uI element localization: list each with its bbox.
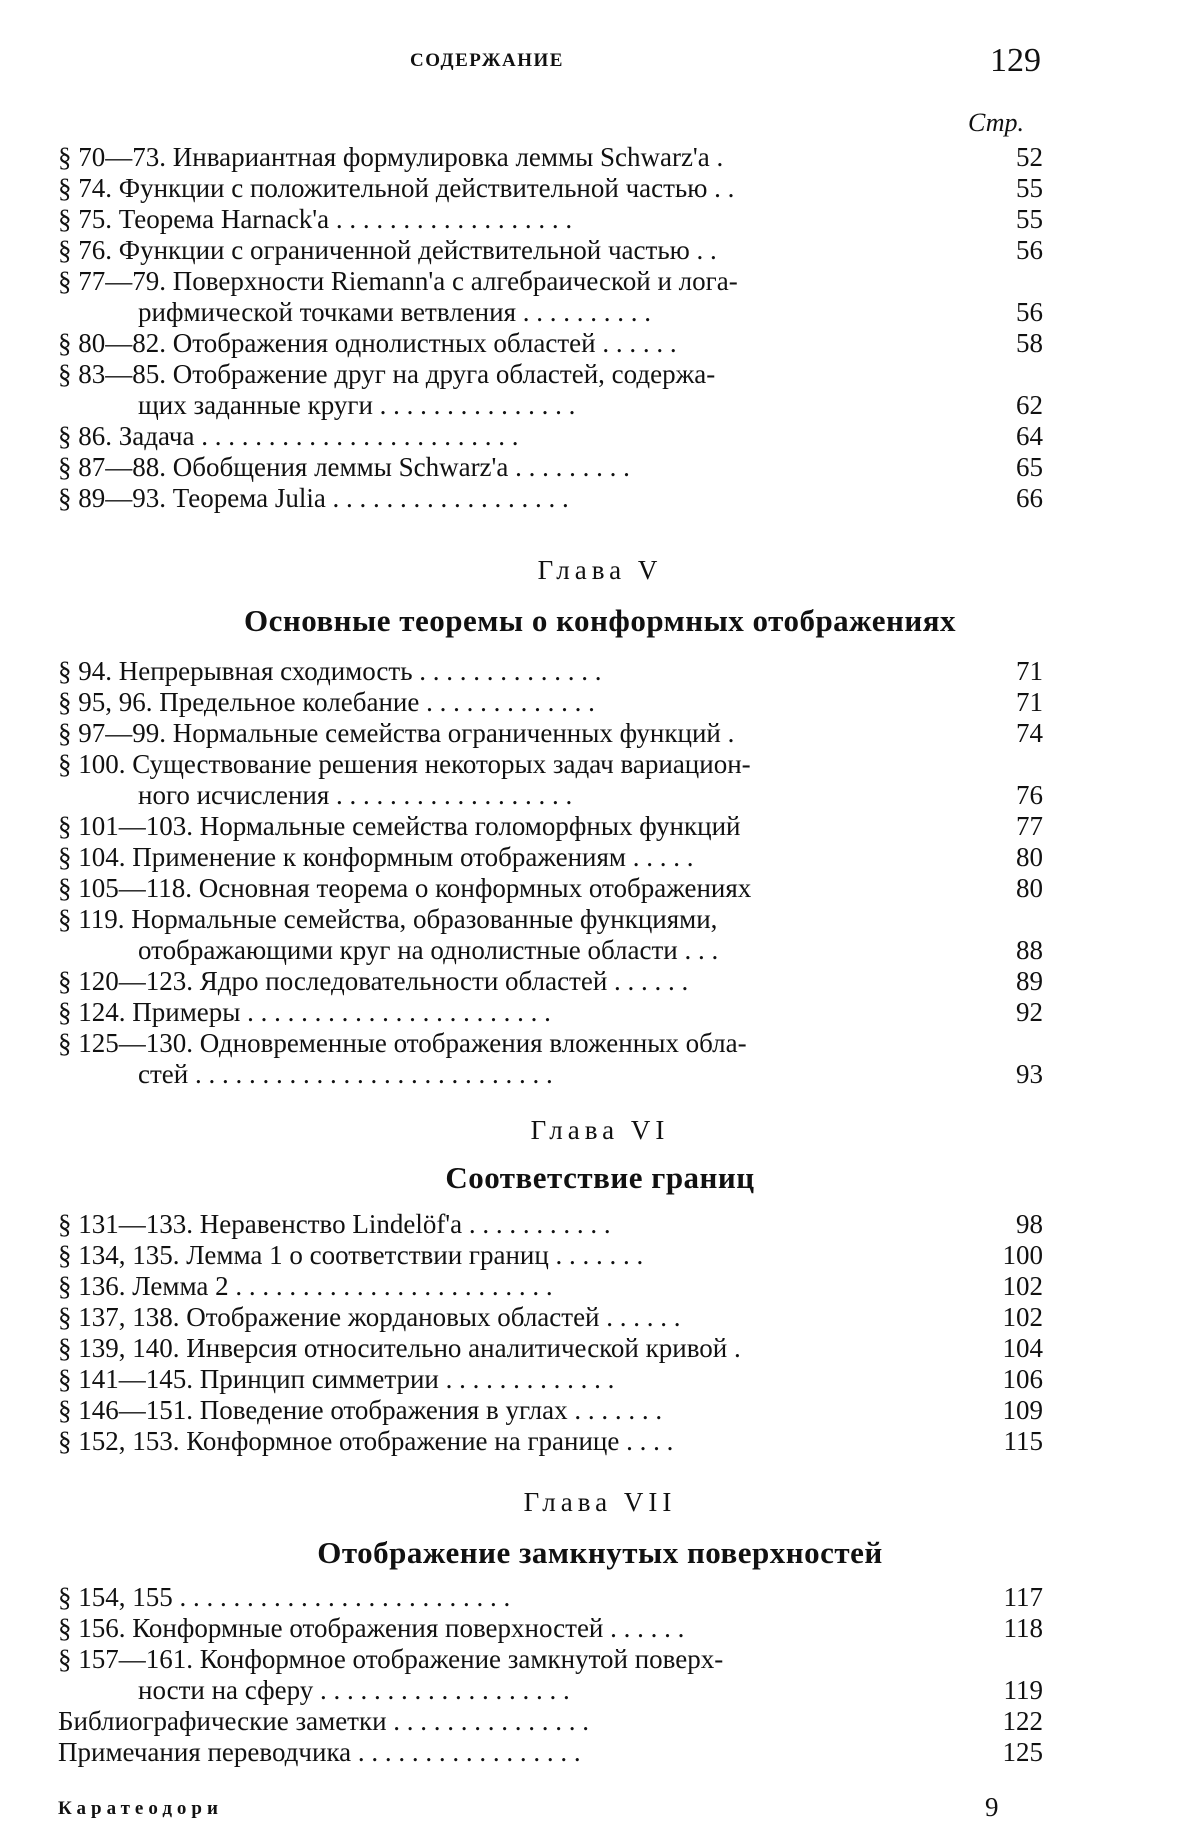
toc-entry: § 125—130. Одновременные отображения вложенных обла- стей . . . . . . . . . . . . . . . . . . . . . . . . . . . 93 — [58, 1028, 1043, 1090]
toc-page-number: 55 — [963, 173, 1043, 204]
page-number: 129 — [990, 42, 1041, 80]
chapter-label: Глава VI — [0, 1115, 1200, 1146]
toc-page-number: 119 — [963, 1675, 1043, 1706]
toc-entry: § 87—88. Обобщения леммы Schwarz'a . . . . . . . . . 65 — [58, 452, 1043, 483]
toc-page-number: 62 — [963, 390, 1043, 421]
toc-page-number: 118 — [963, 1613, 1043, 1644]
chapter-label: Глава V — [0, 555, 1200, 586]
toc-entry: § 76. Функции с ограниченной действительной частью . . 56 — [58, 235, 1043, 266]
toc-entry: § 120—123. Ядро последовательности областей . . . . . . 89 — [58, 966, 1043, 997]
toc-entry: § 77—79. Поверхности Riemann'a с алгебраической и лога- рифмической точками ветвления . . . . . . . . . . 56 — [58, 266, 1043, 328]
toc-page-number: 92 — [963, 997, 1043, 1028]
chapter-label: Глава VII — [0, 1487, 1200, 1518]
toc-page-number: 80 — [963, 873, 1043, 904]
toc-entry: § 97—99. Нормальные семейства ограниченных функций . 74 — [58, 718, 1043, 749]
toc-page-number: 76 — [963, 780, 1043, 811]
signature-mark: Каратеодори — [58, 1798, 223, 1820]
book-page — [0, 0, 1200, 1835]
toc-entry: § 156. Конформные отображения поверхностей . . . . . . 118 — [58, 1613, 1043, 1644]
toc-page-number: 88 — [963, 935, 1043, 966]
toc-entry: § 154, 155 . . . . . . . . . . . . . . . . . . . . . . . . . 117 — [58, 1582, 1043, 1613]
running-head — [0, 50, 1200, 90]
toc-page-number: 89 — [963, 966, 1043, 997]
toc-page-number: 58 — [963, 328, 1043, 359]
toc-page-number: 122 — [963, 1706, 1043, 1737]
toc-page-number: 109 — [963, 1395, 1043, 1426]
toc-entry: § 141—145. Принцип симметрии . . . . . . . . . . . . . 106 — [58, 1364, 1043, 1395]
signature-number: 9 — [985, 1792, 999, 1823]
toc-page-number: 80 — [963, 842, 1043, 873]
running-title: СОДЕРЖАНИЕ — [410, 50, 564, 72]
toc-page-number: 100 — [963, 1240, 1043, 1271]
toc-page-number: 56 — [963, 297, 1043, 328]
toc-entry: § 74. Функции с положительной действительной частью . . 55 — [58, 173, 1043, 204]
toc-page-number: 71 — [963, 687, 1043, 718]
toc-page-number: 66 — [963, 483, 1043, 514]
toc-page-number: 93 — [963, 1059, 1043, 1090]
toc-page-number: 117 — [963, 1582, 1043, 1613]
toc-entry: § 101—103. Нормальные семейства голоморфных функций 77 — [58, 811, 1043, 842]
toc-entry: § 100. Существование решения некоторых задач вариацион- ного исчисления . . . . . . . . . . . . . . . . . . 76 — [58, 749, 1043, 811]
toc-entry: § 75. Теорема Harnack'a . . . . . . . . . . . . . . . . . . 55 — [58, 204, 1043, 235]
toc-entry: Примечания переводчика . . . . . . . . . . . . . . . . . 125 — [58, 1737, 1043, 1768]
toc-entry: § 104. Применение к конформным отображениям . . . . . 80 — [58, 842, 1043, 873]
toc-page-number: 55 — [963, 204, 1043, 235]
toc-entry: § 137, 138. Отображение жордановых областей . . . . . . 102 — [58, 1302, 1043, 1333]
toc-page-number: 52 — [963, 142, 1043, 173]
toc-entry: § 134, 135. Лемма 1 о соответствии границ . . . . . . . 100 — [58, 1240, 1043, 1271]
toc-entry: § 139, 140. Инверсия относительно аналитической кривой . 104 — [58, 1333, 1043, 1364]
toc-entry: § 86. Задача . . . . . . . . . . . . . . . . . . . . . . . . 64 — [58, 421, 1043, 452]
toc-page-number: 56 — [963, 235, 1043, 266]
toc-page-number: 77 — [963, 811, 1043, 842]
chapter-title: Соответствие границ — [0, 1160, 1200, 1196]
toc-entry: § 119. Нормальные семейства, образованные функциями, отображающими круг на однолистные области . . . 88 — [58, 904, 1043, 966]
toc-entry: § 136. Лемма 2 . . . . . . . . . . . . . . . . . . . . . . . . 102 — [58, 1271, 1043, 1302]
toc-page-number: 65 — [963, 452, 1043, 483]
pages-column-label: Стр. — [968, 108, 1024, 138]
toc-page-number: 98 — [963, 1209, 1043, 1240]
toc-entry: § 152, 153. Конформное отображение на границе . . . . 115 — [58, 1426, 1043, 1457]
toc-page-number: 125 — [963, 1737, 1043, 1768]
toc-entry: § 146—151. Поведение отображения в углах . . . . . . . 109 — [58, 1395, 1043, 1426]
toc-page-number: 106 — [963, 1364, 1043, 1395]
toc-page-number: 102 — [963, 1271, 1043, 1302]
toc-page-number: 102 — [963, 1302, 1043, 1333]
toc-entry: Библиографические заметки . . . . . . . . . . . . . . . 122 — [58, 1706, 1043, 1737]
chapter-title: Основные теоремы о конформных отображениях — [0, 603, 1200, 639]
toc-entry: § 80—82. Отображения однолистных областей . . . . . . 58 — [58, 328, 1043, 359]
toc-entry: § 94. Непрерывная сходимость . . . . . . . . . . . . . . 71 — [58, 656, 1043, 687]
toc-entry: § 105—118. Основная теорема о конформных отображениях 80 — [58, 873, 1043, 904]
toc-entry: § 70—73. Инвариантная формулировка леммы Schwarz'a . 52 — [58, 142, 1043, 173]
toc-entry: § 89—93. Теорема Julia . . . . . . . . . . . . . . . . . . 66 — [58, 483, 1043, 514]
toc-page-number: 115 — [963, 1426, 1043, 1457]
toc-entry: § 131—133. Неравенство Lindelöf'a . . . . . . . . . . . 98 — [58, 1209, 1043, 1240]
toc-entry: § 124. Примеры . . . . . . . . . . . . . . . . . . . . . . . 92 — [58, 997, 1043, 1028]
toc-entry: § 157—161. Конформное отображение замкнутой поверх- ности на сферу . . . . . . . . . . . . . . . . . . . 119 — [58, 1644, 1043, 1706]
toc-page-number: 64 — [963, 421, 1043, 452]
chapter-title: Отображение замкнутых поверхностей — [0, 1535, 1200, 1571]
toc-entry: § 95, 96. Предельное колебание . . . . . . . . . . . . . 71 — [58, 687, 1043, 718]
toc-page-number: 74 — [963, 718, 1043, 749]
toc-page-number: 71 — [963, 656, 1043, 687]
toc-entry: § 83—85. Отображение друг на друга областей, содержа- щих заданные круги . . . . . . . . . . . . . . . 62 — [58, 359, 1043, 421]
toc-page-number: 104 — [963, 1333, 1043, 1364]
